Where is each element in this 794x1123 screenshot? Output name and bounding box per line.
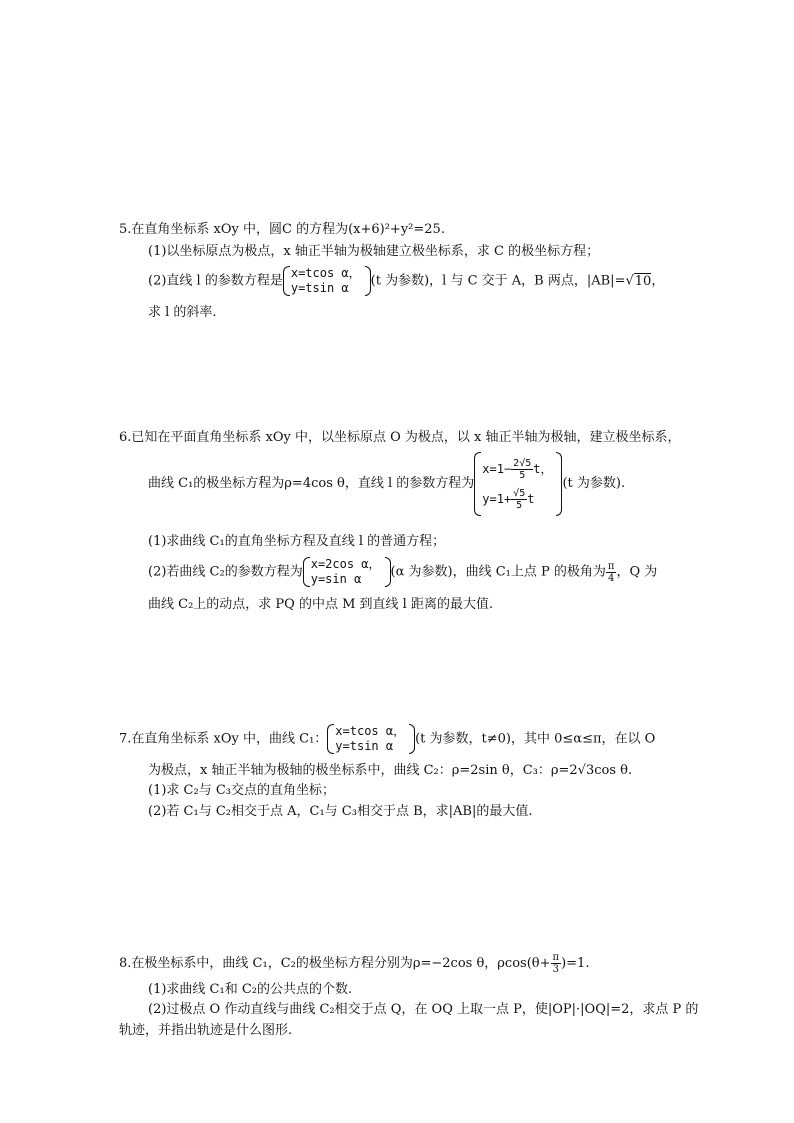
problem-6-line-2 [148,452,625,516]
fraction: $\frac{\pi}{4}$ [607,560,615,584]
problem-6-part-2-cont: 曲线 C₂上的动点，求 PQ 的中点 M 到直线 l 距离的最大值. [148,597,494,612]
problem-7-line-2: 为极点，x 轴正半轴为极轴的极坐标系中，曲线 C₂：ρ=2sin θ，C₃：ρ=2√3cos θ. [148,763,633,778]
parametric-system [303,557,391,587]
problem-6-part-2 [148,557,657,587]
problem-8-part-2: (2)过极点 O 作动直线与曲线 C₂相交于点 Q，在 OQ 上取一点 P，使|OP|·|OQ|=2，求点 P 的 [148,1002,699,1017]
problem-5-part-1: (1)以坐标原点为极点，x 轴正半轴为极轴建立极坐标系，求 C 的极坐标方程； [148,244,600,259]
text: 7.在直角坐标系 xOy 中，曲线 C₁： [119,731,328,747]
system-row: y=sin α [310,572,362,586]
parametric-system [474,452,562,516]
system-row: x=tcos α， [290,266,361,280]
text: (t 为参数). [562,476,626,491]
problem-5-part-2: (2)直线 l 的参数方程是 x=tcos α， y=tsin α (t 为参数)，l 与 C 交于 A，B 两点，|AB|=√10， [148,266,665,295]
system-row: y=tsin α [335,739,394,753]
problem-6-part-1: (1)求曲线 C₁的直角坐标方程及直线 l 的普通方程； [148,534,446,549]
text: (t 为参数)，l 与 C 交于 A，B 两点，|AB|= [370,273,626,289]
problem-8-intro [119,952,589,975]
problem-7-part-2: (2)若 C₁与 C₂相交于点 A，C₁与 C₃相交于点 B，求|AB|的最大值. [148,804,533,819]
problem-7-intro [119,724,655,754]
text: 曲线 C₁的极坐标方程为ρ=4cos θ，直线 l 的参数方程为 [148,476,475,491]
problem-6-intro: 6.已知在平面直角坐标系 xOy 中，以坐标原点 O 为极点，以 x 轴正半轴为极轴，建立极坐标系， [119,430,681,445]
system-row: x=tcos α， [335,724,406,738]
text: 8.在极坐标系中，曲线 C₁，C₂的极坐标方程分别为ρ=−2cos θ，ρcos(θ+ [119,956,551,971]
text: ， [651,273,665,289]
text: (2)若曲线 C₂的参数方程为 [148,564,303,580]
text: (t 为参数，t≠0)，其中 0≤α≤π，在以 O [415,731,656,747]
system-row: y=tsin α [290,281,349,295]
problem-7-part-1: (1)求 C₂与 C₃交点的直角坐标； [148,783,335,798]
problem-8-part-2-cont: 轨迹，并指出轨迹是什么图形. [119,1023,293,1038]
system-row: y=1+ $\frac{√5}{5}$ t [482,488,535,511]
parametric-system [283,266,371,296]
text: (α 为参数)，曲线 C₁上点 P 的极角为 [390,564,606,580]
problem-8-part-1: (1)求曲线 C₁和 C₂的公共点的个数. [148,982,353,997]
system-row: x=2cos α， [310,557,381,571]
text: ，Q 为 [616,564,658,580]
text: )=1. [561,956,590,971]
fraction: $\frac{\pi}{3}$ [552,952,560,975]
text: (2)直线 l 的参数方程是 [148,273,283,289]
problem-5-intro: 5.在直角坐标系 xOy 中，圆C 的方程为(x+6)²+y²=25. [119,222,445,237]
parametric-system [327,724,415,754]
sqrt-value: 10 [634,273,652,289]
problem-5-part-2-cont: 求 l 的斜率. [148,305,217,320]
system-row: x=1− $\frac{2√5}{5}$ t， [482,458,553,481]
